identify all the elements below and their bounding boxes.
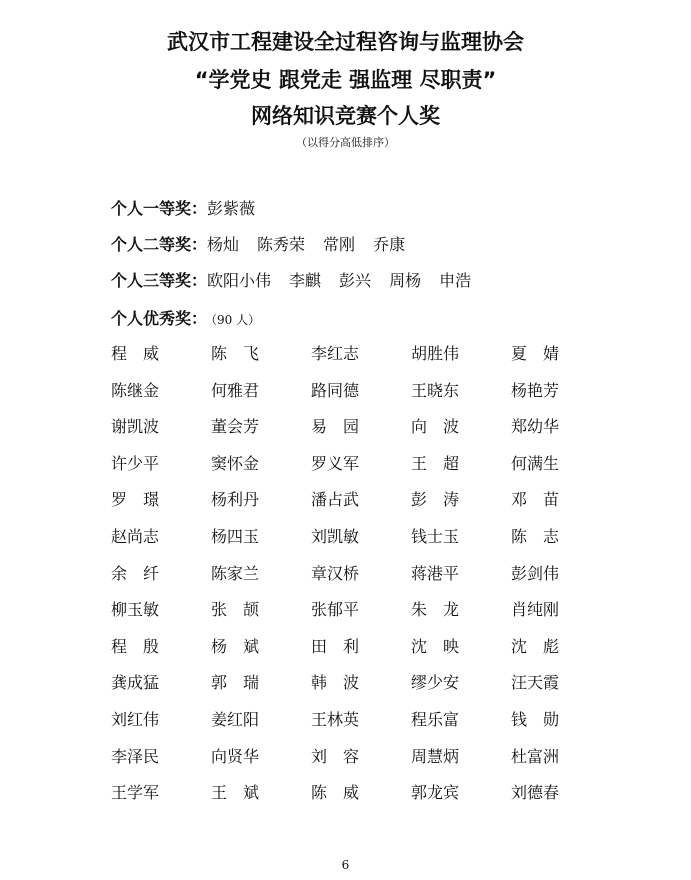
excellence-name-cell: 朱龙	[411, 600, 476, 620]
third-prize-name: 彭兴	[339, 271, 372, 290]
document-subtitle-slogan: “学党史 跟党走 强监理 尽职责”	[194, 68, 497, 92]
excellence-name-cell: 刘凯敏	[311, 526, 360, 546]
page-number: 6	[341, 858, 350, 872]
document-title: 武汉市工程建设全过程咨询与监理协会	[167, 30, 524, 54]
excellence-name-cell: 刘容	[311, 746, 376, 766]
excellence-name-cell: 罗义军	[311, 453, 360, 473]
excellence-name-cell: 彭涛	[411, 490, 476, 510]
excellence-name-cell: 胡胜伟	[411, 344, 460, 363]
third-prize-name: 李麒	[289, 271, 322, 290]
excellence-name-cell: 王林英	[311, 709, 360, 729]
excellence-name-cell: 沈彪	[511, 636, 576, 656]
excellence-name-cell: 钱勋	[511, 709, 576, 729]
excellence-name-cell: 杨四玉	[211, 526, 260, 546]
excellence-name-cell: 韩波	[311, 673, 376, 693]
excellence-name-cell: 彭剑伟	[511, 563, 560, 583]
excellence-name-cell: 郑幼华	[511, 417, 560, 437]
excellence-name-cell: 刘德春	[511, 783, 560, 803]
excellence-name-cell: 李红志	[311, 344, 360, 363]
excellence-name-cell: 许少平	[111, 453, 160, 473]
excellence-name-cell: 蒋港平	[411, 563, 460, 583]
excellence-name-cell: 夏婧	[511, 344, 576, 363]
second-prize-row	[111, 235, 423, 255]
excellence-name-cell: 陈家兰	[211, 563, 260, 583]
excellence-name-cell: 王斌	[211, 783, 276, 803]
excellence-prize-label: 个人优秀奖：	[111, 309, 208, 328]
excellence-name-cell: 李泽民	[111, 746, 160, 766]
excellence-name-cell: 张颉	[211, 600, 276, 620]
excellence-name-cell: 柳玉敏	[111, 600, 160, 620]
excellence-name-cell: 王超	[411, 453, 476, 473]
third-prize-row	[111, 271, 489, 291]
excellence-name-cell: 姜红阳	[211, 709, 260, 729]
excellence-name-cell: 肖纯刚	[511, 600, 560, 620]
excellence-name-cell: 杨利丹	[211, 490, 260, 510]
excellence-name-cell: 王学军	[111, 783, 160, 803]
excellence-name-cell: 王晓东	[411, 380, 460, 400]
excellence-name-cell: 陈志	[511, 526, 576, 546]
document-subtitle-award: 网络知识竞赛个人奖	[251, 104, 440, 128]
third-prize-name: 周杨	[389, 271, 422, 290]
excellence-name-cell: 程殷	[111, 636, 176, 656]
third-prize-name: 申浩	[439, 271, 472, 290]
excellence-name-cell: 董会芳	[211, 417, 260, 437]
excellence-prize-count: （90 人）	[211, 313, 261, 327]
excellence-name-cell: 向贤华	[211, 746, 260, 766]
excellence-name-cell: 龚成猛	[111, 673, 160, 693]
excellence-name-cell: 沈映	[411, 636, 476, 656]
excellence-name-cell: 刘红伟	[111, 709, 160, 729]
excellence-name-grid	[111, 342, 611, 818]
excellence-name-cell: 向波	[411, 417, 476, 437]
excellence-name-cell: 余纤	[111, 563, 176, 583]
excellence-name-cell: 陈飞	[211, 344, 276, 363]
excellence-name-cell: 潘占武	[311, 490, 360, 510]
third-prize-label: 个人三等奖：	[111, 271, 208, 290]
first-prize-row	[111, 199, 273, 219]
excellence-name-cell: 易园	[311, 417, 376, 437]
excellence-name-cell: 何满生	[511, 453, 560, 473]
excellence-name-cell: 章汉桥	[311, 563, 360, 583]
third-prize-name: 欧阳小伟	[207, 271, 272, 290]
second-prize-name: 陈秀荣	[257, 235, 306, 254]
second-prize-name: 常刚	[323, 235, 356, 254]
second-prize-name: 杨灿	[207, 235, 240, 254]
excellence-name-cell: 程乐富	[411, 709, 460, 729]
excellence-name-cell: 郭龙宾	[411, 783, 460, 803]
sorting-note: （以得分高低排序）	[296, 136, 395, 149]
excellence-name-cell: 赵尚志	[111, 526, 160, 546]
excellence-name-cell: 张郁平	[311, 600, 360, 620]
excellence-name-cell: 陈继金	[111, 380, 160, 400]
excellence-name-cell: 杨艳芳	[511, 380, 560, 400]
excellence-name-cell: 缪少安	[411, 673, 460, 693]
excellence-name-cell: 窦怀金	[211, 453, 260, 473]
first-prize-label: 个人一等奖：	[111, 199, 208, 218]
excellence-name-cell: 杨斌	[211, 636, 276, 656]
excellence-name-cell: 陈威	[311, 783, 376, 803]
excellence-name-cell: 钱士玉	[411, 526, 460, 546]
excellence-name-cell: 罗璟	[111, 490, 176, 510]
excellence-name-cell: 路同德	[311, 380, 360, 400]
excellence-name-cell: 田利	[311, 636, 376, 656]
excellence-prize-row	[111, 309, 260, 330]
second-prize-name: 乔康	[373, 235, 406, 254]
first-prize-name: 彭紫薇	[207, 199, 256, 218]
excellence-name-cell: 杜富洲	[511, 746, 560, 766]
excellence-name-cell: 程威	[111, 344, 176, 363]
excellence-name-cell: 周慧炳	[411, 746, 460, 766]
excellence-name-cell: 邓苗	[511, 490, 576, 510]
excellence-name-cell: 郭瑞	[211, 673, 276, 693]
excellence-name-cell: 何雅君	[211, 380, 260, 400]
excellence-name-cell: 谢凯波	[111, 417, 160, 437]
excellence-name-cell: 汪天霞	[511, 673, 560, 693]
second-prize-label: 个人二等奖：	[111, 235, 208, 254]
